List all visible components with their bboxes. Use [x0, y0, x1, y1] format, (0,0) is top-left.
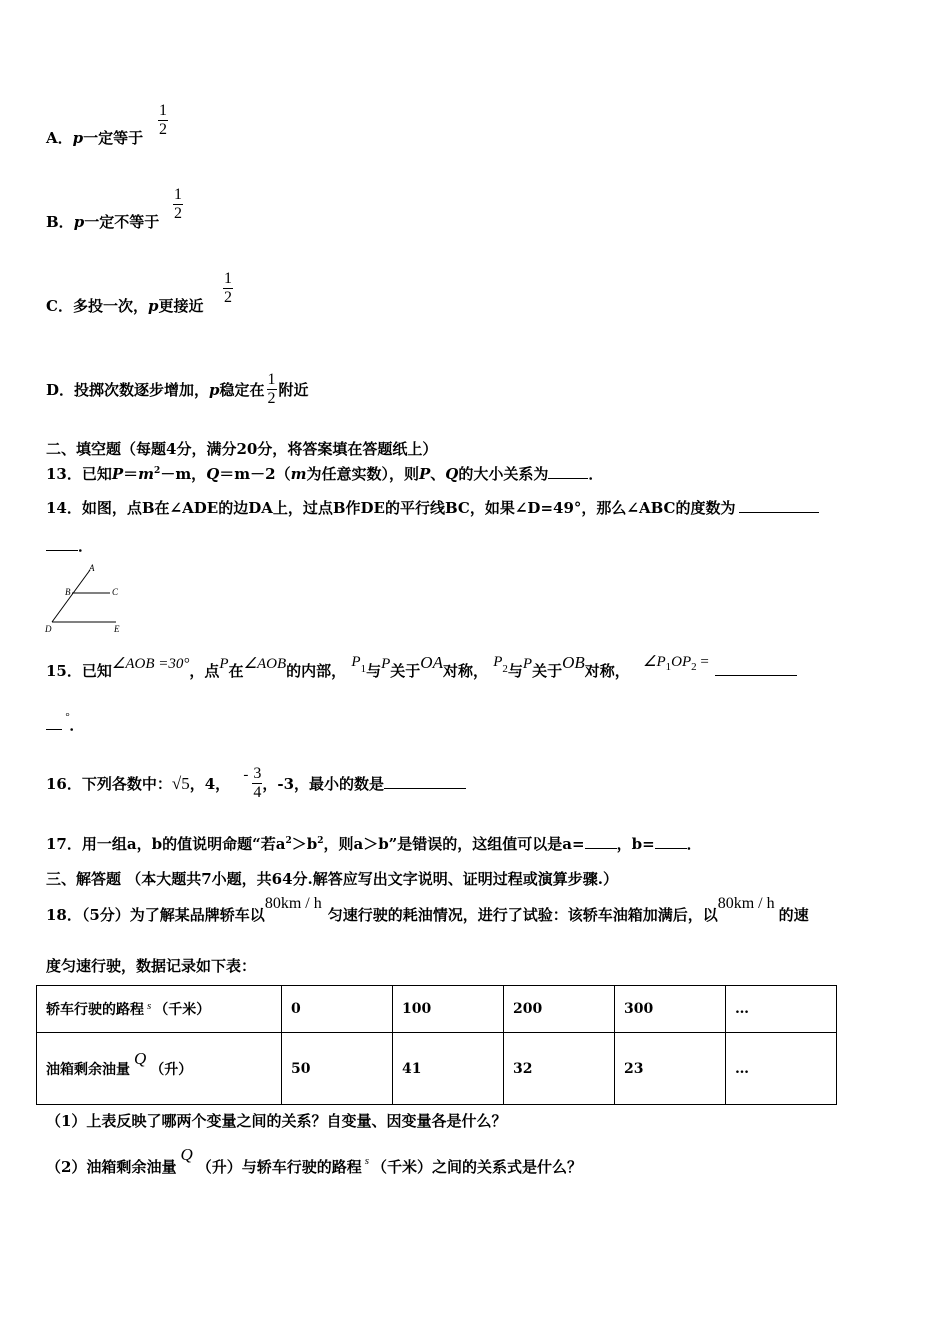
option-b-var: p: [73, 213, 85, 231]
option-c-fraction: [223, 270, 233, 307]
q15-end: ．: [69, 716, 85, 734]
row-unit: （千米）: [154, 1002, 211, 1018]
option-b-label: B．: [46, 213, 74, 231]
table-cell: 41: [393, 1033, 504, 1105]
option-a-label: A．: [46, 129, 73, 147]
q15-t8: 关于: [532, 662, 563, 680]
table-cell: 0: [282, 986, 393, 1033]
q15-oa: OA: [420, 653, 443, 672]
q15-t2: 在: [228, 662, 244, 680]
q16-negative-sign: -: [243, 767, 249, 783]
option-d: [46, 354, 309, 408]
q18-speed2: 80km / h: [717, 895, 775, 912]
table-cell: …: [726, 986, 837, 1033]
q16-t2: ，-3，最小的数是: [262, 775, 385, 793]
fraction-denominator: 2: [174, 205, 182, 222]
q14-end: ．: [78, 537, 94, 555]
q15-ob: OB: [562, 653, 585, 672]
row-unit: （升）: [150, 1061, 193, 1078]
question-15: [46, 653, 797, 681]
line-da: [52, 570, 90, 622]
label-b: B: [65, 587, 71, 597]
section-3-title: 三、解答题 （本大题共7小题，共64分.解答应写出文字说明、证明过程或演算步骤.）: [46, 870, 618, 888]
q15-angle3-mid: OP: [671, 654, 692, 670]
q17-t3: ，则a＞b”是错误的，这组值可以是a=: [323, 835, 585, 853]
option-c-var: p: [147, 297, 159, 315]
q16-prefix: 16．下列各数中：: [46, 775, 172, 793]
q15-t1: ，点: [189, 662, 220, 680]
q15-t7: 与: [507, 662, 523, 680]
q15-angle3-eq: =: [696, 654, 709, 670]
question-14: [46, 497, 819, 518]
row-label: 轿车行驶的路程: [46, 1002, 144, 1018]
option-d-var: p: [209, 381, 220, 399]
option-d-text: 稳定在: [219, 381, 265, 399]
q16-t1: ，4，: [189, 775, 231, 793]
q17-a-blank[interactable]: [585, 834, 617, 849]
question-18: [46, 895, 809, 925]
q17-t2: ＞b: [291, 835, 318, 853]
q15-t4: 与: [366, 662, 382, 680]
option-b: [46, 186, 182, 232]
q18-t1: 18．（5分）为了解某品牌轿车以: [46, 906, 265, 924]
question-13: [46, 463, 603, 484]
q15-prefix: 15．已知: [46, 662, 112, 680]
question-17: [46, 833, 702, 854]
table-cell: 50: [282, 1033, 393, 1105]
q17-sup2: 2: [317, 836, 324, 846]
table-row: [37, 986, 837, 1033]
q15-p1: P: [351, 654, 361, 670]
q15-answer-blank[interactable]: [715, 661, 797, 676]
q15-answer-blank-cont[interactable]: [46, 715, 62, 730]
fraction-denominator: 2: [267, 390, 276, 407]
q13-rest1: －m，: [160, 465, 207, 483]
q15-p1-sub: 1: [360, 663, 367, 675]
option-a: [46, 102, 167, 148]
q13-p: P: [111, 465, 124, 483]
table-cell: 200: [504, 986, 615, 1033]
q17-b-blank[interactable]: [655, 834, 687, 849]
q13-sup: 2: [154, 466, 161, 476]
q15-t5: 关于: [390, 662, 421, 680]
q13-m: m: [138, 465, 155, 483]
q15-p-c: P: [522, 656, 533, 672]
table-cell: 300: [615, 986, 726, 1033]
q16-sqrt5: √5: [171, 774, 190, 793]
table-cell: 100: [393, 986, 504, 1033]
row-label: 油箱剩余油量: [46, 1061, 130, 1078]
option-b-text: 一定不等于: [84, 213, 160, 231]
q18-t2: 匀速行驶的耗油情况，进行了试验：该轿车油箱加满后，以: [327, 906, 718, 924]
q16-answer-blank[interactable]: [384, 774, 466, 789]
q13-p2: P: [418, 465, 431, 483]
fraction-numerator: 1: [267, 371, 276, 388]
q18-speed: 80km / h: [264, 895, 322, 912]
q17-sup1: 2: [285, 836, 292, 846]
sub2-t1: （2）油箱剩余油量: [46, 1158, 177, 1176]
table-cell: 32: [504, 1033, 615, 1105]
fraction-numerator: 1: [174, 186, 182, 203]
option-c-text: 更接近: [158, 297, 204, 315]
q13-q: Q: [206, 465, 220, 483]
q15-angle: ∠AOB =30°: [111, 656, 190, 672]
q15-angle2: ∠AOB: [243, 656, 287, 672]
row-var: s: [147, 1000, 152, 1012]
table-row-header: [37, 986, 282, 1033]
q15-line-2: [46, 711, 85, 735]
q15-degree: °: [65, 711, 70, 723]
table-row: [37, 1033, 837, 1105]
option-a-fraction: [158, 102, 168, 139]
option-d-pre: 投掷次数逐步增加，: [74, 381, 210, 399]
option-c-label: C．: [46, 297, 73, 315]
q17-t4: ，b=: [616, 835, 655, 853]
q13-answer-blank[interactable]: [548, 464, 588, 479]
fraction-numerator: 3: [253, 765, 262, 782]
q15-t9: 对称，: [584, 662, 630, 680]
q17-end: ．: [686, 835, 702, 853]
q13-m2: m: [290, 465, 307, 483]
sub2-t2: （升）与轿车行驶的路程: [196, 1158, 362, 1176]
q13-tail: 的大小关系为: [458, 465, 549, 483]
q13-sep: 、: [430, 465, 446, 483]
option-c: [46, 270, 232, 316]
sub2-t3: （千米）之间的关系式是什么？: [372, 1158, 583, 1176]
q14-answer-blank[interactable]: [739, 498, 819, 513]
sub2-q: Q: [180, 1145, 193, 1164]
q15-angle3-sub1: 1: [665, 661, 672, 673]
option-d-post: 附近: [278, 381, 309, 399]
q15-p-b: P: [381, 656, 391, 672]
q15-angle3-sub2: 2: [691, 661, 697, 673]
sub-question-1: （1）上表反映了哪两个变量之间的关系？自变量、因变量各是什么？: [46, 1112, 507, 1130]
q18-t3: 的速: [778, 906, 809, 924]
row-var: Q: [134, 1048, 147, 1068]
table-cell: 23: [615, 1033, 726, 1105]
q15-t6: 对称，: [442, 662, 488, 680]
q13-prefix: 13．已知: [46, 465, 112, 483]
q18-line-2: 度匀速行驶，数据记录如下表：: [46, 957, 257, 975]
option-d-fraction: [267, 371, 277, 408]
fraction-numerator: 1: [159, 102, 167, 119]
q14-figure: [40, 562, 130, 634]
fraction-denominator: 4: [253, 784, 262, 801]
q13-q2: Q: [445, 465, 459, 483]
q13-rest2: m－2（: [234, 465, 291, 483]
label-a: A: [89, 563, 95, 573]
option-b-fraction: [173, 186, 183, 223]
q17-t1: 17．用一组a，b的值说明命题“若a: [46, 835, 286, 853]
fraction-denominator: 2: [159, 121, 167, 138]
section-2-title: 二、填空题（每题4分，满分20分，将答案填在答题纸上）: [46, 440, 438, 458]
table-row-header: [37, 1033, 282, 1105]
table-cell: …: [726, 1033, 837, 1105]
q15-p2: P: [493, 654, 503, 670]
q15-p2-sub: 2: [502, 663, 508, 675]
data-table: [36, 985, 837, 1105]
question-16: [46, 750, 466, 802]
label-d: D: [45, 624, 52, 634]
q16-fraction: [252, 765, 262, 802]
q13-rest3: 为任意实数），则: [306, 465, 419, 483]
q14-text: 14．如图，点B在∠ADE的边DA上，过点B作DE的平行线BC，如果∠D=49°，那么∠ABC的度数为: [46, 499, 736, 517]
option-d-label: D．: [46, 381, 75, 399]
label-e: E: [114, 624, 120, 634]
sub-question-2: [46, 1145, 583, 1177]
fraction-denominator: 2: [224, 289, 232, 306]
fraction-numerator: 1: [224, 270, 232, 287]
q14-answer-blank-cont[interactable]: [46, 536, 78, 551]
q14-line-2: [46, 535, 93, 556]
option-a-text: 一定等于: [83, 129, 144, 147]
label-c: C: [112, 587, 119, 597]
q13-eq: ＝: [123, 465, 139, 483]
q15-t3: 的内部，: [286, 662, 347, 680]
q13-eq2: ＝: [219, 465, 235, 483]
q15-angle3: ∠P: [643, 654, 666, 670]
option-a-var: p: [72, 129, 84, 147]
q15-p: P: [219, 656, 229, 672]
sub2-s: s: [364, 1155, 370, 1167]
q13-end: ．: [588, 465, 604, 483]
option-c-pre: 多投一次，: [72, 297, 148, 315]
